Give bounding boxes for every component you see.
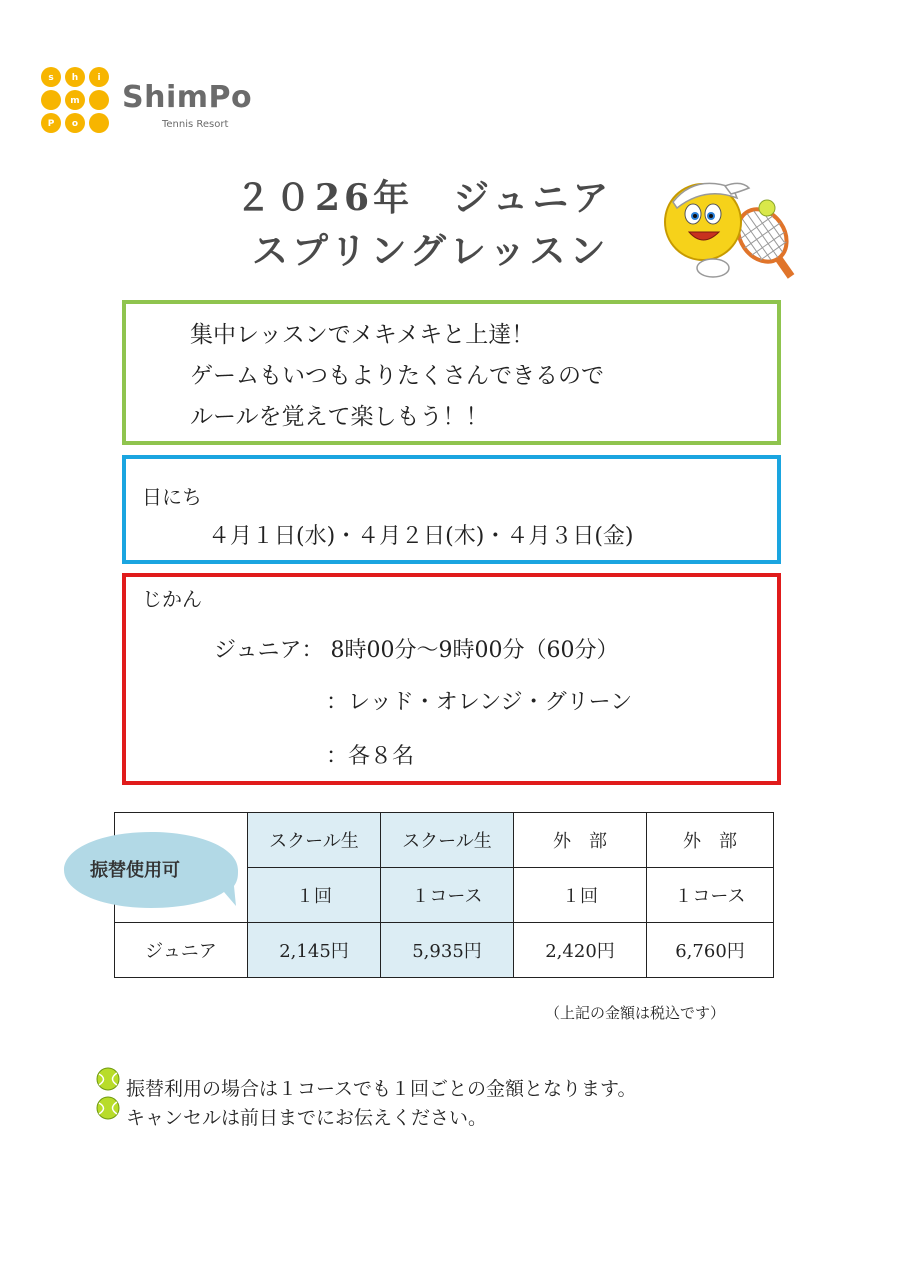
table-header-cell: １回	[248, 868, 381, 923]
table-header-cell: スクール生	[381, 813, 514, 868]
logo-letter-m: m	[70, 96, 80, 106]
logo-letter-i: i	[97, 73, 101, 83]
logo-letter-h: h	[71, 73, 79, 83]
table-price-cell: 5,935円	[381, 923, 514, 978]
intro-line: ゲームもいつもよりたくさんできるので	[190, 363, 604, 389]
page-title-line2: スプリングレッスン	[252, 230, 610, 272]
table-price-cell: 2,145円	[248, 923, 381, 978]
logo-name: ShimPo	[122, 80, 253, 115]
table-header-cell: １回	[514, 868, 647, 923]
time-row-junior: ジュニア： 8時00分～9時00分（60分）	[214, 638, 619, 663]
time-label: じかん	[142, 587, 202, 611]
intro-line: ルールを覚えて楽しもう！！	[190, 404, 489, 430]
table-header-cell: １コース	[647, 868, 774, 923]
table-row	[115, 923, 774, 978]
note-item: 振替利用の場合は１コースでも１回ごとの金額となります。	[126, 1078, 637, 1100]
tennis-ball-bullet-icon	[96, 1067, 120, 1091]
tennis-ball-bullet-icon	[96, 1096, 120, 1120]
intro-box	[122, 300, 781, 445]
logo-letter-s: s	[48, 73, 54, 83]
table-row-label: ジュニア	[115, 923, 248, 978]
logo-letter-o: o	[71, 119, 79, 129]
table-price-cell: 6,760円	[647, 923, 774, 978]
note-item: キャンセルは前日までにお伝えください。	[126, 1107, 488, 1129]
time-row-levels: ：レッド・オレンジ・グリーン	[326, 690, 633, 715]
transfer-badge-text: 振替使用可	[90, 860, 180, 881]
time-box	[122, 573, 781, 785]
table-price-cell: 2,420円	[514, 923, 647, 978]
table-header-cell: スクール生	[248, 813, 381, 868]
tennis-ball-mascot-icon	[655, 172, 795, 284]
dates-label: 日にち	[142, 485, 202, 509]
table-header-cell: １コース	[381, 868, 514, 923]
table-header-cell: 外 部	[514, 813, 647, 868]
logo-letter-p: P	[47, 119, 55, 129]
logo-subtitle: Tennis Resort	[162, 119, 229, 130]
shimpo-logo-mark	[40, 67, 112, 133]
tax-note: （上記の金額は税込です）	[545, 1004, 726, 1022]
dates-box	[122, 455, 781, 564]
dates-value: ４月１日(水)・４月２日(木)・４月３日(金)	[208, 524, 634, 549]
intro-line: 集中レッスンでメキメキと上達！	[190, 322, 535, 348]
time-row-capacity: ：各８名	[326, 744, 415, 769]
page-title-line1: ２０26年 ジュニア	[235, 177, 613, 219]
table-header-cell: 外 部	[647, 813, 774, 868]
